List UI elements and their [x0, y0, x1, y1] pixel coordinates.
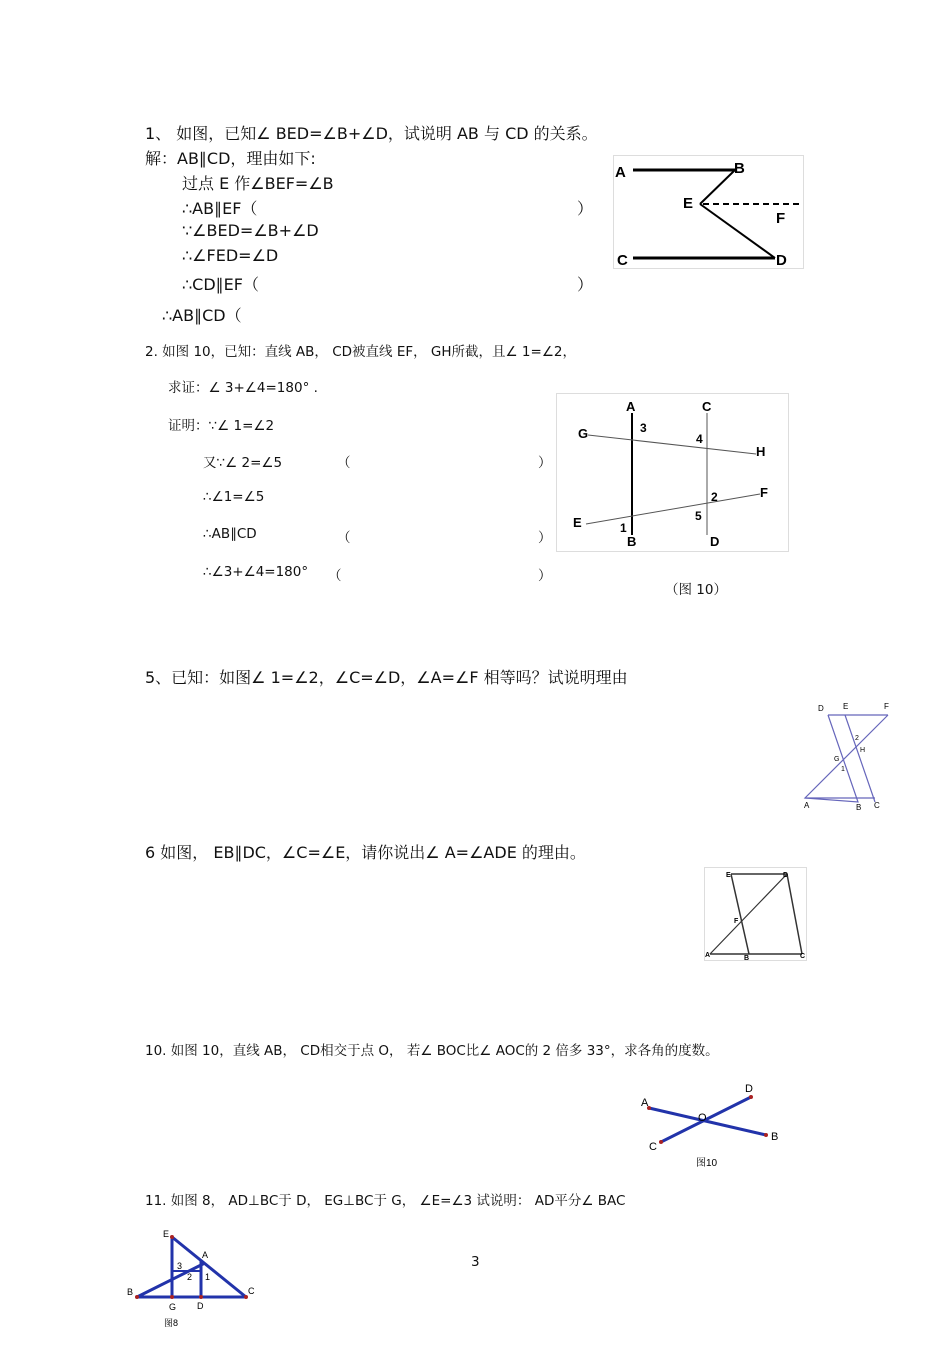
figure-5: [800, 700, 895, 815]
figure-1-label: B: [734, 160, 745, 177]
figure-2-label: B: [627, 534, 637, 549]
figure-2-label: C: [702, 399, 712, 414]
problem-2-prove: 求证：∠ 3+∠4=180° .: [168, 380, 318, 396]
problem-1-step: ∴AB∥EF（: [182, 199, 258, 218]
problem-1-question: 1、 如图，已知∠ BED=∠B+∠D，试说明 AB 与 CD 的关系。: [145, 124, 598, 143]
figure-10: [636, 1078, 786, 1170]
figure-6-label: E: [726, 872, 731, 879]
figure-2-angle-label: 2: [711, 490, 718, 504]
problem-2-paren-open: （: [337, 530, 351, 546]
figure-11-label: 1: [205, 1272, 211, 1282]
figure-2-angle-label: 5: [695, 509, 702, 523]
figure-2-label: A: [626, 399, 636, 414]
figure-1: [613, 155, 805, 270]
figure-11-label: 2: [187, 1272, 193, 1282]
figure-5-label: 1: [841, 766, 845, 773]
figure-5-label: 2: [855, 735, 859, 742]
figure-1-label: C: [617, 252, 628, 269]
problem-2-step: 又∵∠ 2=∠5: [203, 455, 283, 471]
figure-2: [556, 393, 790, 553]
figure-10-label: O: [698, 1112, 707, 1124]
figure-2-label: E: [573, 515, 582, 530]
figure-10-label: A: [641, 1097, 649, 1109]
problem-2-step: ∴∠1=∠5: [203, 489, 265, 505]
figure-6-label: F: [734, 918, 739, 925]
figure-2-angle-label: 1: [620, 521, 627, 535]
figure-2-label: D: [710, 534, 720, 549]
problem-1-paren-close: ）: [577, 275, 594, 294]
figure-1-label: D: [776, 252, 787, 269]
problem-11-question: 11. 如图 8， AD⊥BC于 D， EG⊥BC于 G， ∠E=∠3 试说明： AD平分∠ BAC: [145, 1193, 626, 1209]
figure-1-label: E: [683, 195, 694, 212]
problem-6-question: 6 如图， EB∥DC，∠C=∠E，请你说出∠ A=∠ADE 的理由。: [145, 843, 586, 862]
figure-5-label: G: [834, 756, 840, 763]
figure-2-label: F: [760, 485, 768, 500]
figure-6: [704, 867, 808, 962]
figure-2-angle-label: 4: [696, 432, 703, 446]
figure-11-caption: 图8: [164, 1318, 179, 1328]
problem-5-question: 5、已知：如图∠ 1=∠2，∠C=∠D，∠A=∠F 相等吗？试说明理由: [145, 668, 628, 687]
figure-11-label: A: [202, 1250, 209, 1260]
problem-2-paren-open: （: [328, 568, 342, 584]
page-number: 3: [471, 1254, 480, 1270]
figure-11: [126, 1225, 266, 1333]
figure-1-label: F: [776, 210, 786, 227]
figure-5-label: D: [818, 704, 824, 713]
problem-2-paren-close: ）: [538, 568, 552, 584]
problem-1-paren-close: ）: [577, 199, 594, 218]
problem-2-step: ∴∠3+∠4=180°: [203, 564, 309, 580]
figure-11-label: D: [197, 1301, 204, 1311]
figure-6-label: C: [800, 953, 806, 960]
figure-6-label: D: [783, 872, 789, 879]
figure-10-label: B: [771, 1131, 779, 1143]
figure-2-label: G: [578, 426, 589, 441]
figure-2-label: H: [756, 444, 766, 459]
figure-11-label: E: [163, 1229, 170, 1239]
figure-11-label: C: [248, 1286, 255, 1296]
figure-2-angle-label: 3: [640, 421, 647, 435]
figure-11-label: 3: [177, 1261, 183, 1271]
figure-5-label: C: [874, 801, 880, 810]
figure-11-label: G: [169, 1302, 177, 1312]
problem-1-step: ∵∠BED=∠B+∠D: [182, 221, 319, 240]
figure-10-caption: 图10: [696, 1158, 718, 1169]
problem-2-paren-close: ）: [538, 455, 552, 471]
figure-5-label: H: [860, 747, 866, 754]
problem-1-step: ∴AB∥CD（: [162, 306, 242, 325]
figure-6-label: B: [744, 955, 750, 962]
figure-5-label: B: [856, 803, 862, 812]
problem-2-step: 证明：∵∠ 1=∠2: [168, 418, 275, 434]
figure-5-label: F: [884, 702, 889, 711]
figure-10-label: C: [649, 1141, 657, 1153]
figure-10-label: D: [745, 1083, 753, 1095]
figure-5-label: A: [804, 801, 810, 810]
figure-11-label: B: [127, 1287, 134, 1297]
problem-2-paren-close: ）: [538, 530, 552, 546]
problem-1-step: ∴∠FED=∠D: [182, 246, 279, 265]
problem-1-step: ∴CD∥EF（: [182, 275, 259, 294]
problem-2-question: 2. 如图 10，已知：直线 AB， CD被直线 EF， GH所截，且∠ 1=∠2，: [145, 344, 577, 360]
problem-1-answer-line: 解：AB∥CD，理由如下:: [145, 149, 316, 168]
problem-1-step: 过点 E 作∠BEF=∠B: [182, 174, 334, 193]
problem-10-question: 10. 如图 10，直线 AB， CD相交于点 O， 若∠ BOC比∠ AOC的 2 倍多 33°，求各角的度数。: [145, 1043, 719, 1059]
problem-2-step: ∴AB∥CD: [203, 526, 257, 542]
figure-5-label: E: [843, 702, 849, 711]
figure-2-caption: （图 10）: [665, 582, 727, 598]
problem-2-paren-open: （: [337, 455, 351, 471]
figure-1-label: A: [615, 164, 626, 181]
figure-6-label: A: [705, 952, 711, 959]
